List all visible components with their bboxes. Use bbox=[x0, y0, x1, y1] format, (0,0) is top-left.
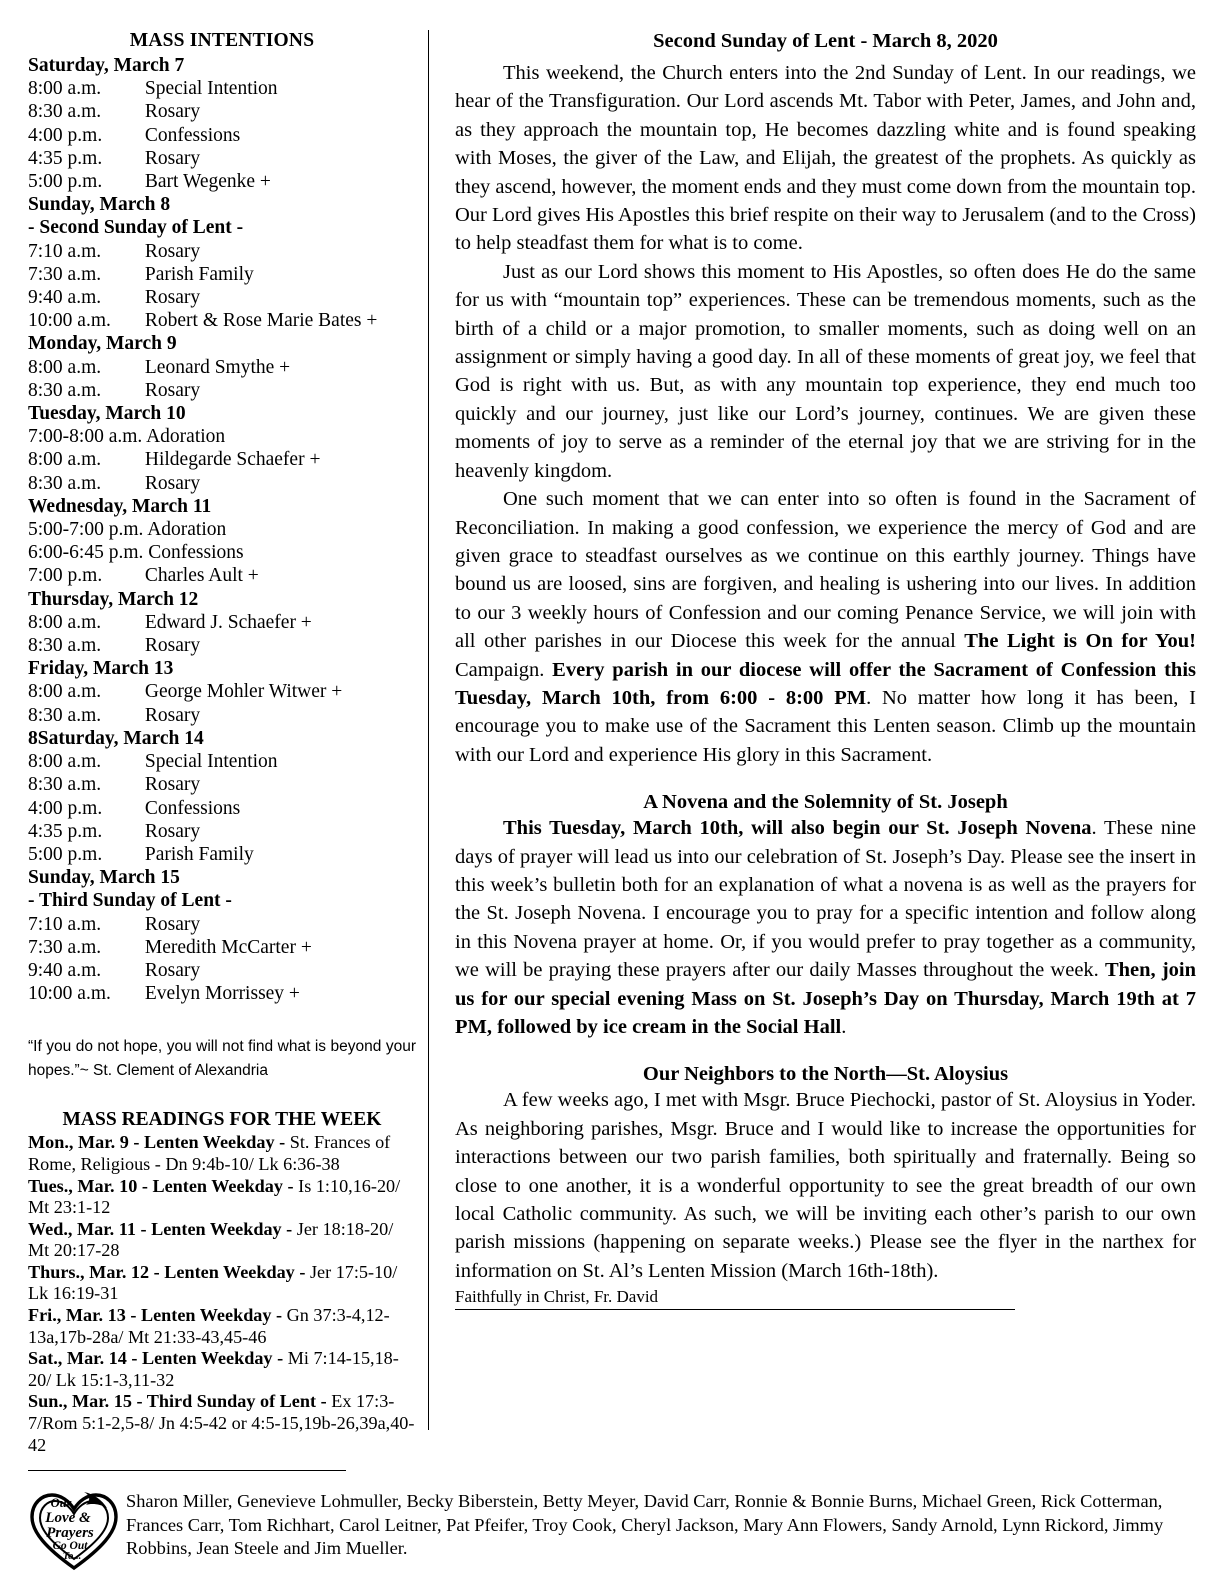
schedule-row bbox=[28, 448, 416, 471]
mass-intentions-title: MASS INTENTIONS bbox=[129, 30, 315, 51]
schedule-time: 9:40 a.m. bbox=[28, 959, 102, 981]
heart-dove-icon bbox=[28, 1488, 120, 1572]
schedule-row bbox=[28, 356, 416, 379]
reading-citation: Gn 37:3-4,12-13a,17b-28a/ Mt 21:33-43,45-46 bbox=[28, 1305, 390, 1347]
schedule-event: Confessions bbox=[148, 542, 244, 564]
schedule-event: Rosary bbox=[144, 379, 201, 401]
schedule-time: 7:00 p.m. bbox=[28, 565, 103, 587]
schedule-row bbox=[28, 611, 416, 634]
reading-day-label: Wed., Mar. 11 - Lenten Weekday - bbox=[28, 1218, 297, 1239]
reading-citation: Mi 7:14-15,18-20/ Lk 15:1-3,11-32 bbox=[28, 1348, 399, 1390]
body-text: One such moment that we can enter into so often is found in the Sacrament of Reconciliation. In making a good confession, we experience the mercy of God and are given grace to steadfast ourselves as we continue on this earthly journey. Things have bound us are loosed, sins are forgiven, and healing is ushering into our lives. In addition to our 3 weekly hours of Confession and our coming Penance Service, we will join with all other parishes in our Diocese this week for the annual bbox=[455, 488, 1196, 653]
schedule-day-heading: - Second Sunday of Lent - bbox=[28, 217, 244, 239]
schedule-row bbox=[28, 425, 416, 448]
mass-reading-entry bbox=[28, 1219, 416, 1262]
right-column bbox=[429, 30, 1196, 1310]
saint-quote: “If you do not hope, you will not find what is beyond your hopes.”~ St. Clement of Alexandria bbox=[28, 1038, 416, 1080]
mass-reading-entry bbox=[28, 1391, 416, 1456]
body-text: . These nine days of prayer will lead us into our celebration of St. Joseph’s Day. Please see the insert in this week’s bulletin both for an explanation of what a novena is as well as the prayers for the St. Joseph Novena. I encourage you to pray for a specific intention and follow along in this Novena prayer at home. Or, if you would prefer to pray together as a community, we will be praying these prayers after our daily Masses throughout the week. bbox=[455, 817, 1196, 982]
emphasis-text: This Tuesday, March 10th, will also begin our St. Joseph Novena bbox=[503, 817, 1092, 840]
schedule-day-heading: - Third Sunday of Lent - bbox=[28, 890, 232, 912]
mass-readings-list bbox=[28, 1132, 416, 1456]
prayer-list-footer bbox=[28, 1486, 1202, 1572]
schedule-event: Adoration bbox=[147, 519, 227, 541]
schedule-row bbox=[28, 773, 416, 796]
schedule-row bbox=[28, 820, 416, 843]
schedule-event: Leonard Smythe + bbox=[144, 356, 291, 378]
schedule-time: 8:30 a.m. bbox=[28, 379, 102, 401]
reading-day-label: Sat., Mar. 14 - Lenten Weekday - bbox=[28, 1348, 288, 1369]
schedule-time: 4:00 p.m. bbox=[28, 797, 103, 819]
schedule-time: 8:00 a.m. bbox=[28, 611, 102, 633]
schedule-day-heading: Saturday, March 7 bbox=[28, 55, 185, 76]
mass-reading-entry bbox=[28, 1176, 416, 1219]
schedule-row bbox=[28, 750, 416, 773]
schedule-time: 7:30 a.m. bbox=[28, 936, 102, 958]
schedule-row bbox=[28, 379, 416, 402]
schedule-event: Special Intention bbox=[144, 751, 278, 773]
schedule-time: 8:00 a.m. bbox=[28, 681, 102, 703]
reading-citation: Is 1:10,16-20/ Mt 23:1-12 bbox=[28, 1175, 401, 1218]
mass-readings-title: MASS READINGS FOR THE WEEK bbox=[62, 1109, 382, 1131]
schedule-day-heading: Tuesday, March 10 bbox=[28, 403, 186, 425]
bulletin-date-title: Second Sunday of Lent - March 8, 2020 bbox=[653, 30, 998, 52]
schedule-time: 5:00-7:00 p.m. bbox=[28, 519, 144, 541]
schedule-row bbox=[28, 634, 416, 657]
mass-reading-entry bbox=[28, 1132, 416, 1175]
schedule-day-heading: Sunday, March 15 bbox=[28, 867, 180, 889]
mass-reading-entry bbox=[28, 1262, 416, 1305]
reading-citation: St. Frances of Rome, Religious - Dn 9:4b-10/ Lk 6:36-38 bbox=[28, 1132, 391, 1174]
letter-paragraph bbox=[455, 258, 1196, 485]
pastor-letter-body bbox=[455, 59, 1196, 769]
schedule-time: 10:00 a.m. bbox=[28, 983, 111, 1005]
svg-text:Go Out: Go Out bbox=[52, 1540, 88, 1552]
body-text: . No matter how long it has been, I encourage you to make use of the Sacrament this Lenten season. Climb up the mountain with our Lord and experience His glory in this Sacrament. bbox=[455, 686, 1196, 766]
emphasis-text: Then, join us for our special evening Mass on St. Joseph’s Day on Thursday, March 19th at 7 PM, followed by ice cream in the Social Hall bbox=[455, 959, 1197, 1038]
schedule-time: 7:00-8:00 a.m. bbox=[28, 426, 143, 448]
schedule-day-heading: Thursday, March 12 bbox=[28, 588, 199, 610]
schedule-time: 5:00 p.m. bbox=[28, 843, 103, 865]
love-and-prayers-logo bbox=[28, 1488, 120, 1572]
schedule-row bbox=[28, 680, 416, 703]
schedule-row bbox=[28, 913, 416, 936]
schedule-event: Robert & Rose Marie Bates + bbox=[144, 310, 378, 332]
schedule-time: 8:00 a.m. bbox=[28, 78, 102, 100]
aloysius-heading: Our Neighbors to the North—St. Aloysius bbox=[642, 1063, 1009, 1086]
schedule-event: Evelyn Morrissey + bbox=[144, 983, 300, 1005]
schedule-time: 8:00 a.m. bbox=[28, 751, 102, 773]
left-column bbox=[28, 30, 428, 1471]
body-text: A few weeks ago, I met with Msgr. Bruce Piechocki, pastor of St. Aloysius in Yoder. As neighboring parishes, Msgr. Bruce and I would like to increase the opportunities for interactions between our two parish families, both spiritually and fraternally. Being so close to one another, it is a wonderful opportunity to see the great breadth of our own local Catholic community. As such, we will be inviting each other’s parish to our own parish missions (happening on separate weeks.) Please see the flyer in the narthex for information on St. Al’s Lenten Mission (March 16th-18th). bbox=[455, 1089, 1196, 1282]
schedule-event: Parish Family bbox=[144, 263, 254, 285]
schedule-day-heading: 8Saturday, March 14 bbox=[28, 727, 204, 749]
schedule-row bbox=[28, 124, 416, 147]
schedule-row bbox=[28, 286, 416, 309]
mass-readings-section bbox=[28, 1109, 416, 1456]
svg-text:Love &: Love & bbox=[45, 1510, 91, 1526]
reading-day-label: Tues., Mar. 10 - Lenten Weekday - bbox=[28, 1175, 299, 1196]
schedule-event: Rosary bbox=[144, 635, 201, 657]
schedule-row bbox=[28, 518, 416, 541]
reading-day-label: Mon., Mar. 9 - Lenten Weekday - bbox=[28, 1132, 290, 1153]
schedule-row bbox=[28, 100, 416, 123]
schedule-row bbox=[28, 147, 416, 170]
schedule-event: Rosary bbox=[144, 820, 201, 842]
schedule-event: Confessions bbox=[144, 124, 241, 146]
schedule-event: Rosary bbox=[144, 704, 201, 726]
schedule-row bbox=[28, 982, 416, 1005]
schedule-row bbox=[28, 77, 416, 100]
schedule-row bbox=[28, 936, 416, 959]
schedule-time: 6:00-6:45 p.m. bbox=[28, 542, 144, 564]
body-text: . bbox=[841, 1016, 847, 1038]
novena-paragraph bbox=[455, 814, 1196, 1041]
schedule-time: 9:40 a.m. bbox=[28, 287, 102, 309]
schedule-event: Rosary bbox=[144, 147, 201, 169]
schedule-event: Hildegarde Schaefer + bbox=[144, 449, 321, 471]
letter-paragraph bbox=[455, 485, 1196, 769]
emphasis-text: The Light is On for You! bbox=[964, 630, 1196, 653]
schedule-row bbox=[28, 263, 416, 286]
schedule-event: Rosary bbox=[144, 774, 201, 796]
aloysius-paragraph bbox=[455, 1086, 1196, 1285]
reading-day-label: Sun., Mar. 15 - Third Sunday of Lent - bbox=[28, 1391, 332, 1412]
schedule-row bbox=[28, 564, 416, 587]
two-column-layout bbox=[28, 30, 1197, 1455]
svg-text:Prayers: Prayers bbox=[46, 1525, 94, 1541]
schedule-event: Meredith McCarter + bbox=[144, 936, 312, 958]
schedule-row bbox=[28, 959, 416, 982]
body-text: Campaign. bbox=[455, 658, 553, 681]
schedule-event: Rosary bbox=[144, 472, 201, 494]
schedule-time: 10:00 a.m. bbox=[28, 310, 111, 332]
schedule-row bbox=[28, 843, 416, 866]
schedule-row bbox=[28, 170, 416, 193]
schedule-time: 7:30 a.m. bbox=[28, 263, 102, 285]
emphasis-text: Every parish in our diocese will offer the Sacrament of Confession this Tuesday, March 10th, from 6:00 - 8:00 PM bbox=[455, 658, 1196, 709]
schedule-row bbox=[28, 797, 416, 820]
mass-reading-entry bbox=[28, 1348, 416, 1391]
schedule-time: 8:30 a.m. bbox=[28, 635, 102, 657]
schedule-time: 4:00 p.m. bbox=[28, 124, 103, 146]
reading-citation: Jer 18:18-20/ Mt 20:17-28 bbox=[28, 1218, 394, 1261]
svg-text:To...: To... bbox=[62, 1551, 82, 1562]
schedule-time: 8:30 a.m. bbox=[28, 774, 102, 796]
mass-reading-entry bbox=[28, 1305, 416, 1348]
reading-citation: Ex 17:3-7/Rom 5:1-2,5-8/ Jn 4:5-42 or 4:5-15,19b-26,39a,40-42 bbox=[28, 1391, 415, 1455]
schedule-event: Special Intention bbox=[144, 78, 278, 100]
schedule-day-heading: Wednesday, March 11 bbox=[28, 495, 212, 517]
schedule-event: Rosary bbox=[144, 240, 201, 262]
schedule-time: 4:35 p.m. bbox=[28, 147, 103, 169]
schedule-row bbox=[28, 309, 416, 332]
reading-day-label: Thurs., Mar. 12 - Lenten Weekday - bbox=[28, 1261, 310, 1282]
reading-day-label: Fri., Mar. 13 - Lenten Weekday - bbox=[28, 1305, 287, 1326]
mass-intentions-schedule bbox=[28, 54, 416, 1005]
schedule-row bbox=[28, 541, 416, 564]
schedule-time: 8:30 a.m. bbox=[28, 472, 102, 494]
schedule-event: George Mohler Witwer + bbox=[144, 681, 343, 703]
schedule-time: 5:00 p.m. bbox=[28, 171, 103, 193]
schedule-event: Rosary bbox=[144, 101, 201, 123]
schedule-day-heading: Friday, March 13 bbox=[28, 658, 174, 680]
schedule-event: Rosary bbox=[144, 287, 201, 309]
schedule-time: 8:30 a.m. bbox=[28, 101, 102, 123]
schedule-event: Parish Family bbox=[144, 843, 254, 865]
body-text: This weekend, the Church enters into the 2nd Sunday of Lent. In our readings, we hear of the Transfiguration. Our Lord ascends Mt. Tabor with Peter, James, and John and, as they approach the mountain top, He becomes dazzling white and is found speaking with Moses, the giver of the Law, and Elijah, the greatest of the prophets. As quickly as they ascend, however, the moment ends and they must come down from the mountain top. Our Lord gives His Apostles this brief respite on their way to Jerusalem (and to the Cross) to help steadfast them for what is to come. bbox=[455, 62, 1196, 255]
schedule-day-heading: Sunday, March 8 bbox=[28, 194, 171, 216]
schedule-row bbox=[28, 472, 416, 495]
left-column-divider-rule bbox=[28, 1470, 346, 1471]
schedule-time: 8:30 a.m. bbox=[28, 704, 102, 726]
schedule-time: 8:00 a.m. bbox=[28, 449, 102, 471]
body-text: Just as our Lord shows this moment to His Apostles, so often does He do the same for us with “mountain top” experiences. These can be tremendous moments, such as the birth of a child or a major promotion, to smaller moments, such as doing well on an assignment or simply having a good day. In all of these moments of great joy, we feel that God is right with us. But, as with any mountain top experience, they end much too quickly and our journey, just like our Lord’s journey, continues. We are given these moments of joy to serve as a reminder of the eternal joy that we are striving for in the heavenly kingdom. bbox=[455, 260, 1196, 482]
letter-paragraph bbox=[455, 59, 1196, 258]
svg-text:Our: Our bbox=[50, 1496, 72, 1510]
schedule-event: Confessions bbox=[144, 797, 241, 819]
schedule-day-heading: Monday, March 9 bbox=[28, 333, 177, 355]
schedule-event: Adoration bbox=[146, 426, 226, 448]
schedule-event: Edward J. Schaefer + bbox=[144, 611, 312, 633]
schedule-event: Bart Wegenke + bbox=[144, 171, 271, 193]
schedule-event: Charles Ault + bbox=[144, 565, 259, 587]
schedule-time: 7:10 a.m. bbox=[28, 913, 102, 935]
signature-divider-rule bbox=[455, 1309, 1015, 1310]
novena-heading: A Novena and the Solemnity of St. Joseph bbox=[643, 791, 1008, 814]
schedule-row bbox=[28, 240, 416, 263]
prayer-list-names: Sharon Miller, Genevieve Lohmuller, Becky Biberstein, Betty Meyer, David Carr, Ronnie & Bonnie Burns, Michael Green, Rick Cotterman, Frances Carr, Tom Richhart, Carol Leitner, Pat Pfeifer, Troy Cook, Cheryl Jackson, Mary Ann Flowers, Sandy Arnold, Lynn Rickord, Jimmy Robbins, Jean Steele and Jim Mueller. bbox=[126, 1491, 1164, 1558]
schedule-time: 8:00 a.m. bbox=[28, 356, 102, 378]
schedule-event: Rosary bbox=[144, 913, 201, 935]
schedule-row bbox=[28, 704, 416, 727]
schedule-time: 4:35 p.m. bbox=[28, 820, 103, 842]
reading-citation: Jer 17:5-10/ Lk 16:19-31 bbox=[28, 1261, 398, 1304]
schedule-event: Rosary bbox=[144, 959, 201, 981]
schedule-time: 7:10 a.m. bbox=[28, 240, 102, 262]
pastor-signature: Faithfully in Christ, Fr. David bbox=[455, 1287, 659, 1307]
